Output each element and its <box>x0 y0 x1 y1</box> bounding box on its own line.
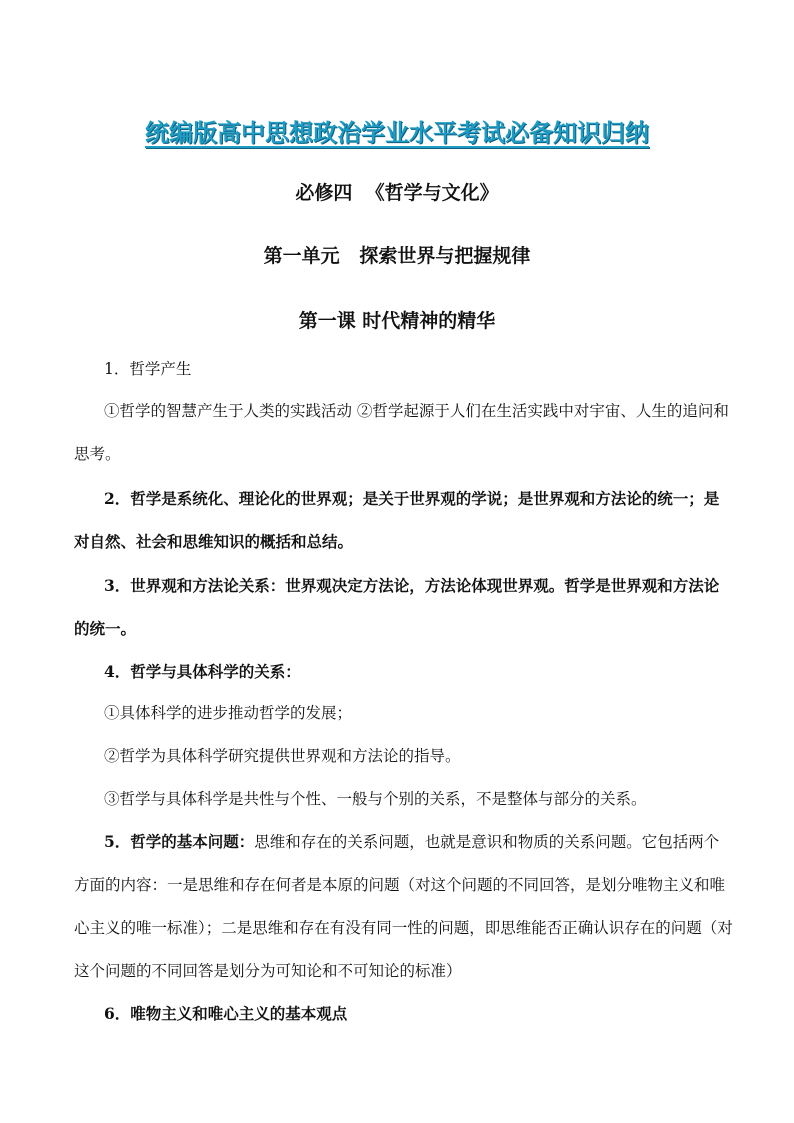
item-4-label: 4．哲学与具体科学的关系： <box>104 662 301 681</box>
book-heading: 必修四 《哲学与文化》 <box>295 182 499 204</box>
item-5-label: 5．哲学的基本问题： <box>104 832 255 851</box>
item-3: 3．世界观和方法论关系：世界观决定方法论，方法论体现世界观。哲学是世界观和方法论的统一。 <box>74 576 720 638</box>
document-title: 统编版高中思想政治学业水平考试必备知识归纳 <box>145 119 649 147</box>
item-4-c: ③哲学与具体科学是共性与个性、一般与个别的关系，不是整体与部分的关系。 <box>104 790 647 808</box>
item-1-label: 1．哲学产生 <box>104 360 192 378</box>
unit-heading: 第一单元 探索世界与把握规律 <box>263 245 531 267</box>
item-2: 2．哲学是系统化、理论化的世界观；是关于世界观的学说；是世界观和方法论的统一；是对自然、社会和思维知识的概括和总结。 <box>74 489 720 551</box>
item-5 <box>74 820 734 993</box>
lesson-heading: 第一课 时代精神的精华 <box>298 310 496 332</box>
item-6: 6．唯物主义和唯心主义的基本观点 <box>104 1004 348 1023</box>
item-4-a: ①具体科学的进步推动哲学的发展； <box>104 704 353 722</box>
item-4-b: ②哲学为具体科学研究提供世界观和方法论的指导。 <box>104 747 461 765</box>
item-5-text: 思维和存在的关系问题，也就是意识和物质的关系问题。它包括两个方面的内容：一是思维和存在何者是本原的问题（对这个问题的不同回答，是划分唯物主义和唯心主义的唯一标准）；二是思维和存在有没有同一性的问题，即思维能否正确认识存在的问题（对这个问题的不同回答是划分为可知论和不可知论的标准） <box>74 833 733 980</box>
item-1-text: ①哲学的智慧产生于人类的实践活动 ②哲学起源于人们在生活实践中对宇宙、人生的追问和思考。 <box>74 402 729 463</box>
